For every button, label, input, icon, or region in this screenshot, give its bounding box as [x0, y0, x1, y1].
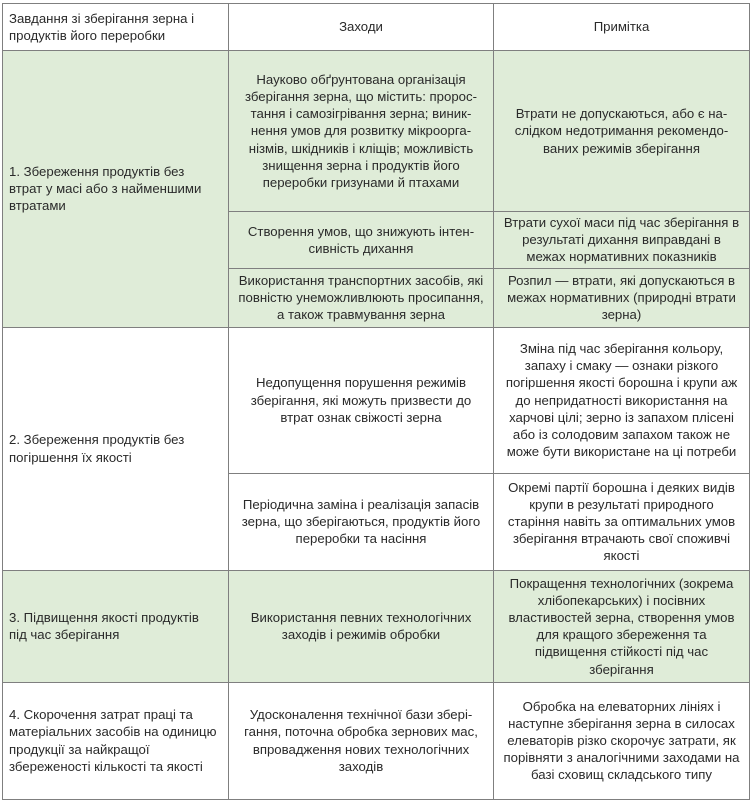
note-cell: Зміна під час зберігання кольору, запаху і смаку — ознаки різкого погіршення якості борошна і крупи аж до непридатності використання на харчові цілі; зерно із запахом плісені або із солодовим запахом також не може бути використане на ці потреби — [494, 327, 750, 473]
measure-cell: Удосконалення технічної бази зберігання, поточна обробка зернових мас, впровадження нових технологічних заходів — [229, 682, 494, 799]
note-cell: Покращення технологічних (зокрема хлібопекарських) і посівних властивостей зерна, створення умов для кращого збереження та підвищення стійкості під час зберігання — [494, 570, 750, 682]
note-cell: Розпил — втрати, які допускаються в межах нормативних (природні втрати зерна) — [494, 268, 750, 327]
header-task: Завдання зі зберігання зерна і продуктів його переробки — [3, 4, 229, 51]
measure-cell: Використання певних технологічних заходів і режимів обробки — [229, 570, 494, 682]
grain-storage-table — [2, 3, 750, 800]
header-note: Примітка — [494, 4, 750, 51]
note-cell: Обробка на елеваторних лініях і наступне зберігання зерна в силосах елеваторів різко скорочує затрати, як порівняти з аналогічними заходами на базі сховищ складського типу — [494, 682, 750, 799]
task-cell: 3. Підвищення якості продуктів під час зберігання — [3, 570, 229, 682]
note-cell: Окремі партії борошна і деяких видів крупи в результаті природного старіння навіть за оптимальних умов зберігання втрачають свої споживчі якості — [494, 473, 750, 570]
header-row — [3, 4, 750, 51]
task-cell: 2. Збереження продуктів без погіршення їх якості — [3, 327, 229, 570]
measure-cell: Науково обґрунтована організація зберігання зерна, що містить: проростання і самозігрівання зерна; виникнення умов для розвитку мікроорганізмів, шкідників і кліщів; можливість знищення зерна і продуктів його переробки гризунами й птахами — [229, 51, 494, 212]
measure-cell: Періодична заміна і реалізація запасів зерна, що зберігаються, продуктів його переробки та насіння — [229, 473, 494, 570]
table-row — [3, 682, 750, 799]
measure-cell: Недопущення порушення режимів зберігання, які можуть призвести до втрат ознак свіжості зерна — [229, 327, 494, 473]
table-row — [3, 51, 750, 212]
table-row — [3, 327, 750, 473]
measure-cell: Використання транспортних засобів, які повністю унеможливлюють просипання, а також травмування зерна — [229, 268, 494, 327]
note-cell: Втрати не допускаються, або є наслідком недотримання рекомендованих режимів зберігання — [494, 51, 750, 212]
table-row — [3, 570, 750, 682]
header-measures: Заходи — [229, 4, 494, 51]
task-cell: 4. Скорочення затрат праці та матеріальних засобів на одиницю продукції за найкращої збереженості кількості та якості — [3, 682, 229, 799]
task-cell: 1. Збереження продуктів без втрат у масі або з найменшими втратами — [3, 51, 229, 328]
note-cell: Втрати сухої маси під час зберігання в результаті дихання виправдані в межах нормативних показників — [494, 212, 750, 269]
measure-cell: Створення умов, що знижують інтенсивність дихання — [229, 212, 494, 269]
